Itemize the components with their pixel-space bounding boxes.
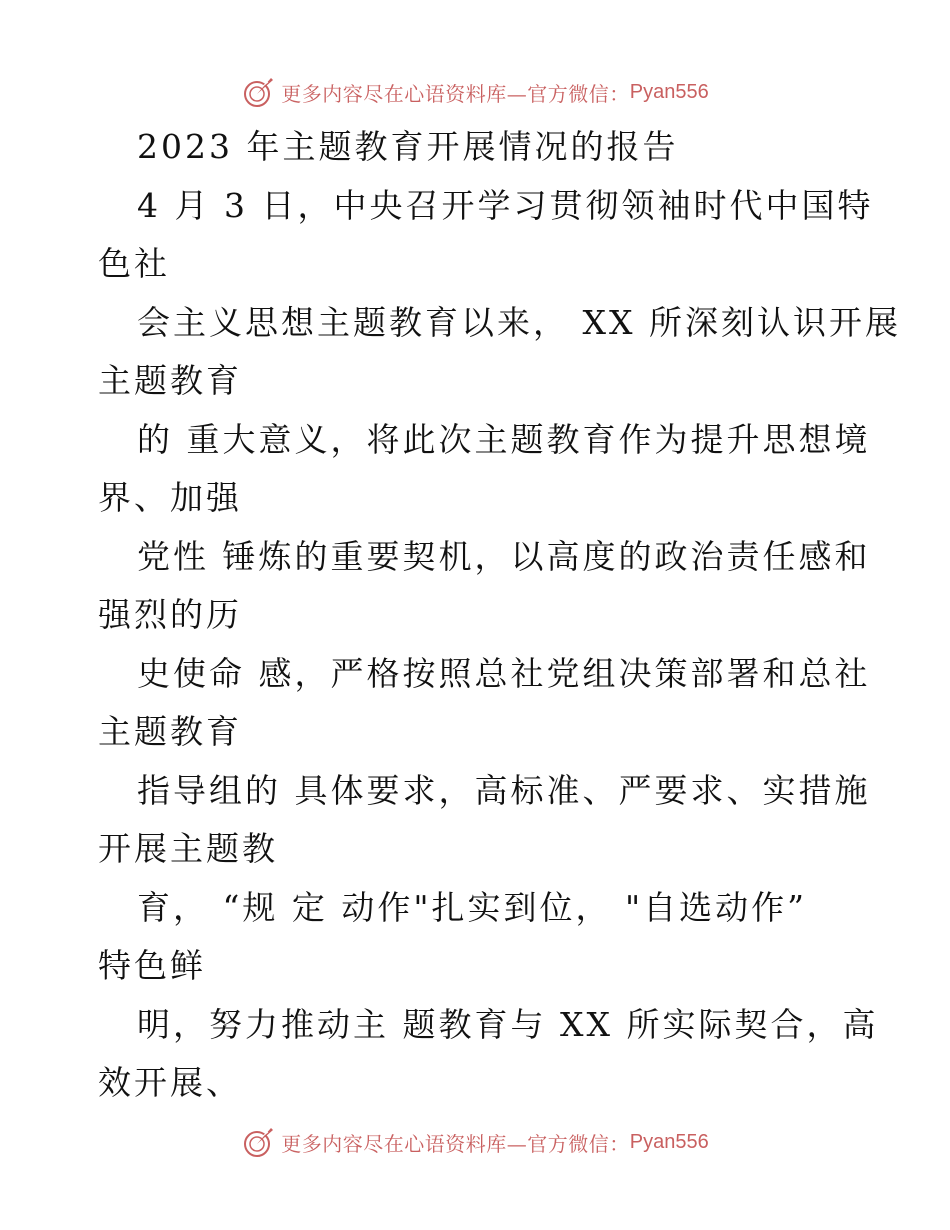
paragraph-line: 明，努力推动主 题教育与 XX 所实际契合，高	[137, 1005, 879, 1044]
paragraph-line: 4 月 3 日，中央召开学习贯彻领袖时代中国特	[137, 186, 874, 225]
paragraph-line: 开展主题教	[98, 829, 278, 868]
watermark-footer	[0, 1122, 950, 1162]
watermark-handle: Pyan556	[629, 1130, 709, 1153]
document-title: 2023 年主题教育开展情况的报告	[137, 127, 679, 166]
paragraph-line: 特色鲜	[98, 946, 206, 985]
quill-logo-icon	[241, 74, 277, 110]
paragraph-line: 主题教育	[98, 712, 242, 751]
paragraph-line: 的 重大意义，将此次主题教育作为提升思想境	[137, 420, 871, 459]
paragraph-line: 界、加强	[98, 478, 242, 517]
paragraph-line: 史使命 感，严格按照总社党组决策部署和总社	[137, 654, 871, 693]
paragraph-line: 主题教育	[98, 361, 242, 400]
paragraph-line: 效开展、	[98, 1063, 242, 1102]
watermark-header	[0, 72, 950, 112]
watermark-text: 更多内容尽在心语资料库—官方微信：	[281, 81, 630, 106]
watermark-text: 更多内容尽在心语资料库—官方微信：	[281, 1131, 630, 1156]
quill-logo-icon	[241, 1124, 277, 1160]
watermark-handle: Pyan556	[629, 80, 709, 103]
paragraph-line: 指导组的 具体要求，高标准、严要求、实措施	[137, 771, 871, 810]
paragraph-line: 强烈的历	[98, 595, 242, 634]
paragraph-line: 会主义思想主题教育以来， XX 所深刻认识开展	[137, 303, 901, 342]
paragraph-line: 党性 锤炼的重要契机，以高度的政治责任感和	[137, 537, 871, 576]
paragraph-line: 色社	[98, 244, 170, 283]
paragraph-line: 育， “规 定 动作"扎实到位， "自选动作”	[137, 888, 808, 927]
